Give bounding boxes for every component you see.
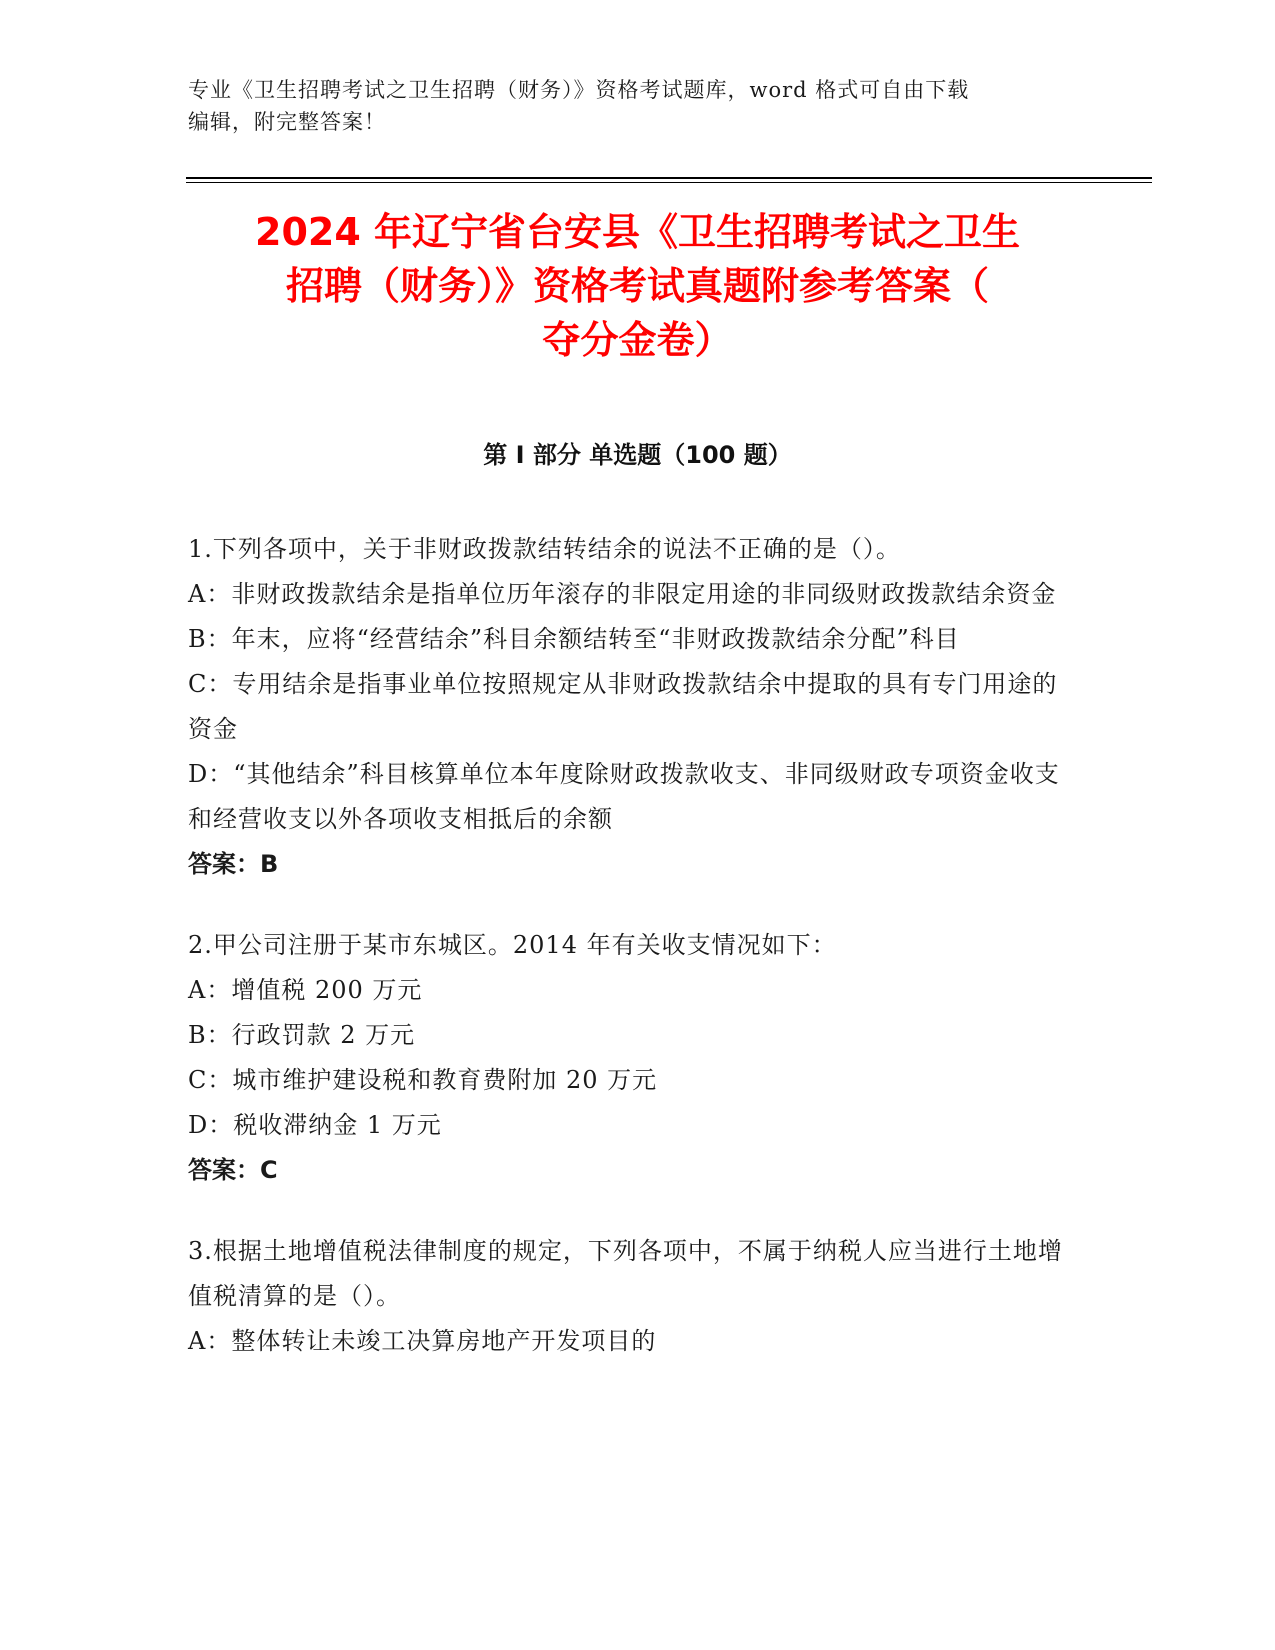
- option-a: A：增值税 200 万元: [188, 976, 423, 1004]
- answer: 答案：C: [188, 1156, 278, 1184]
- option-d: D：“其他结余”科目核算单位本年度除财政拨款收支、非同级财政专项资金收支和经营收支以外各项收支相抵后的余额: [188, 760, 1060, 833]
- question-stem: 3.根据土地增值税法律制度的规定，下列各项中，不属于纳税人应当进行土地增值税清算的是（）。: [188, 1237, 1063, 1310]
- document-header: [188, 74, 1068, 138]
- section-heading: 第 I 部分 单选题（100 题）: [483, 441, 792, 469]
- header-line-1: 专业《卫生招聘考试之卫生招聘（财务）》资格考试题库，word 格式可自由下载: [188, 78, 970, 102]
- option-b: B：年末，应将“经营结余”科目余额结转至“非财政拨款结余分配”科目: [188, 625, 960, 653]
- title-line-1: 2024 年辽宁省台安县《卫生招聘考试之卫生: [255, 210, 1020, 254]
- question-stem: 1.下列各项中，关于非财政拨款结转结余的说法不正确的是（）。: [188, 535, 901, 563]
- option-b: B：行政罚款 2 万元: [188, 1021, 416, 1049]
- document-title: [140, 205, 1135, 367]
- answer: 答案：B: [188, 850, 279, 878]
- option-c: C：城市维护建设税和教育费附加 20 万元: [188, 1066, 658, 1094]
- question-list: [188, 527, 1068, 1400]
- question-3: [188, 1229, 1068, 1364]
- header-line-2: 编辑，附完整答案！: [188, 110, 386, 134]
- option-a: A：整体转让未竣工决算房地产开发项目的: [188, 1327, 657, 1355]
- question-1: [188, 527, 1068, 887]
- question-stem: 2.甲公司注册于某市东城区。2014 年有关收支情况如下：: [188, 931, 837, 959]
- title-line-2: 招聘（财务）》资格考试真题附参考答案（: [285, 264, 989, 308]
- option-d: D：税收滞纳金 1 万元: [188, 1111, 442, 1139]
- question-2: [188, 923, 1068, 1193]
- header-divider-thin: [186, 182, 1152, 183]
- title-line-3: 夺分金卷）: [542, 318, 733, 362]
- header-divider-thick: [186, 177, 1152, 179]
- option-a: A：非财政拨款结余是指单位历年滚存的非限定用途的非同级财政拨款结余资金: [188, 580, 1057, 608]
- option-c: C：专用结余是指事业单位按照规定从非财政拨款结余中提取的具有专门用途的资金: [188, 670, 1058, 743]
